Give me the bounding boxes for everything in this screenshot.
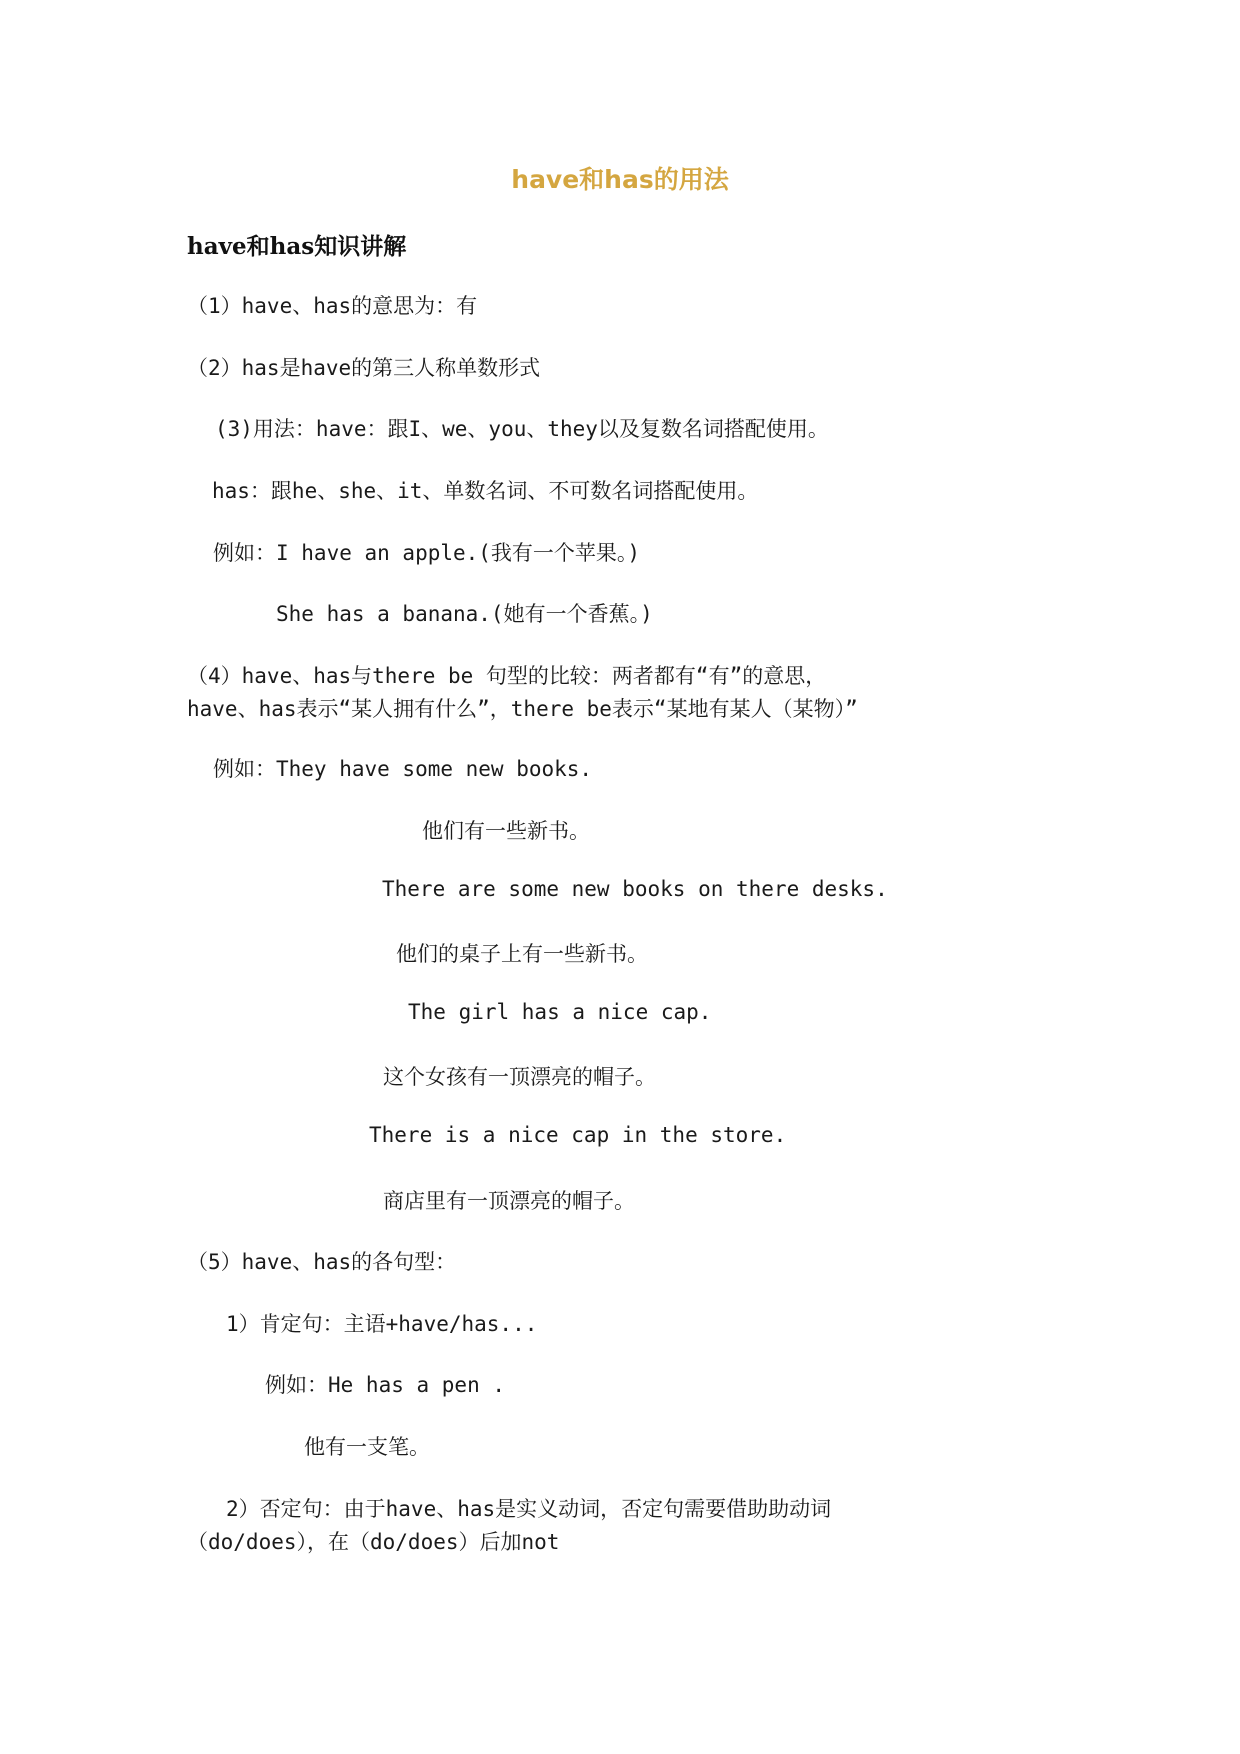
point-3-usage-has: has：跟he、she、it、单数名词、不可数名词搭配使用。 xyxy=(212,479,759,503)
example-line: 例如：I have an apple.(我有一个苹果。) xyxy=(213,541,641,565)
example-line: There is a nice cap in the store. xyxy=(369,1123,787,1147)
example-line: There are some new books on there desks. xyxy=(382,877,888,901)
point-5-sentence-types: （5）have、has的各句型： xyxy=(187,1250,457,1274)
example-line: 例如：He has a pen . xyxy=(265,1373,506,1397)
point-1-meaning: （1）have、has的意思为：有 xyxy=(187,294,478,318)
point-3-usage-have: (3)用法：have：跟I、we、you、they以及复数名词搭配使用。 xyxy=(215,417,829,441)
example-line: 例如：They have some new books. xyxy=(213,757,593,781)
translation-line: 这个女孩有一顶漂亮的帽子。 xyxy=(383,1065,656,1089)
document-title: have和has的用法 xyxy=(511,165,729,194)
point-4-comparison-cont: have、has表示“某人拥有什么”，there be表示“某地有某人（某物）” xyxy=(187,697,858,721)
point-4-comparison: （4）have、has与there be 句型的比较：两者都有“有”的意思， xyxy=(187,664,827,688)
translation-line: 他们的桌子上有一些新书。 xyxy=(396,942,648,966)
translation-line: 他们有一些新书。 xyxy=(422,819,590,843)
negative-rule-cont: （do/does），在（do/does）后加not xyxy=(187,1530,560,1554)
translation-line: 他有一支笔。 xyxy=(304,1435,430,1459)
negative-rule: 2）否定句：由于have、has是实义动词，否定句需要借助助动词 xyxy=(226,1497,832,1521)
example-line: The girl has a nice cap. xyxy=(408,1000,712,1024)
section-heading: have和has知识讲解 xyxy=(187,233,407,260)
affirmative-rule: 1）肯定句：主语+have/has... xyxy=(226,1312,538,1336)
point-2-third-person: （2）has是have的第三人称单数形式 xyxy=(187,356,541,380)
example-line: She has a banana.(她有一个香蕉。) xyxy=(276,602,653,626)
translation-line: 商店里有一顶漂亮的帽子。 xyxy=(383,1189,635,1213)
